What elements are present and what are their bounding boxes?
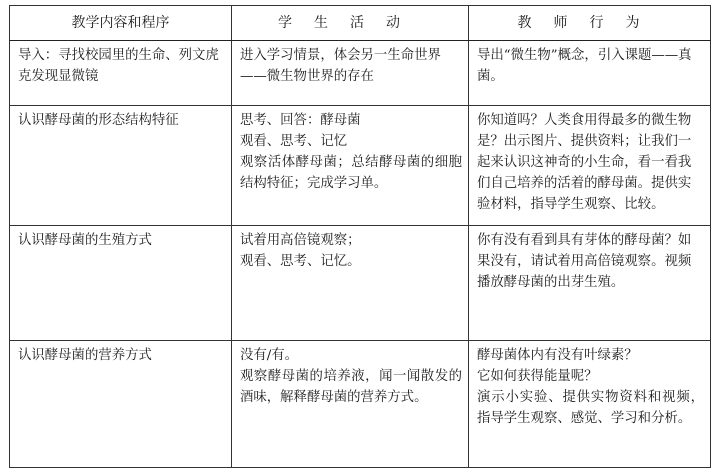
teacher-line: 酵母菌体内有没有叶绿素？ <box>477 347 638 363</box>
student-cell <box>232 105 469 225</box>
student-line: 观看、思考、记忆。 <box>240 253 361 269</box>
content-cell: 导入：寻找校园里的生命、列文虎克发现显微镜 <box>10 41 232 106</box>
header-teacher-behavior: 教师行为 <box>469 6 711 41</box>
table-row <box>10 225 711 340</box>
student-line: 思考、回答：酵母菌 <box>240 112 361 128</box>
student-line: 观察酵母菌的培养液，闻一闻散发的酒味，解释酵母菌的营养方式。 <box>240 368 462 405</box>
lesson-plan-table <box>9 5 711 468</box>
teacher-cell: 导出“微生物”概念，引入课题——真菌。 <box>469 41 711 106</box>
table-row <box>10 340 711 467</box>
student-line: 观察活体酵母菌；总结酵母菌的细胞结构特征；完成学习单。 <box>240 154 462 191</box>
teacher-cell: 你有没有看到具有芽体的酵母菌？如果没有，请试着用高倍镜观察。视频播放酵母菌的出芽生殖。 <box>469 225 711 340</box>
student-cell <box>232 225 469 340</box>
teacher-cell <box>469 340 711 467</box>
content-cell: 认识酵母菌的生殖方式 <box>10 225 232 340</box>
header-content: 教学内容和程序 <box>10 6 232 41</box>
student-cell <box>232 340 469 467</box>
table-row <box>10 41 711 106</box>
teacher-line: 演示小实验、提供实物资料和视频，指导学生观察、感觉、学习和分析。 <box>477 389 704 426</box>
teacher-line: 它如何获得能量呢？ <box>477 368 598 384</box>
teacher-cell: 你知道吗？人类食用得最多的微生物是？出示图片、提供资料；让我们一起来认识这神奇的小生命，看一看我们自己培养的活着的酵母菌。提供实验材料，指导学生观察、比较。 <box>469 105 711 225</box>
student-line: 试着用高倍镜观察； <box>240 232 361 248</box>
student-cell: 进入学习情景，体会另一生命世界——微生物世界的存在 <box>232 41 469 106</box>
content-cell: 认识酵母菌的营养方式 <box>10 340 232 467</box>
student-line: 没有/有。 <box>240 347 299 363</box>
student-line: 观看、思考、记忆 <box>240 133 348 149</box>
content-cell: 认识酵母菌的形态结构特征 <box>10 105 232 225</box>
header-student-activity: 学生活动 <box>232 6 469 41</box>
table-header-row <box>10 6 711 41</box>
table-row <box>10 105 711 225</box>
